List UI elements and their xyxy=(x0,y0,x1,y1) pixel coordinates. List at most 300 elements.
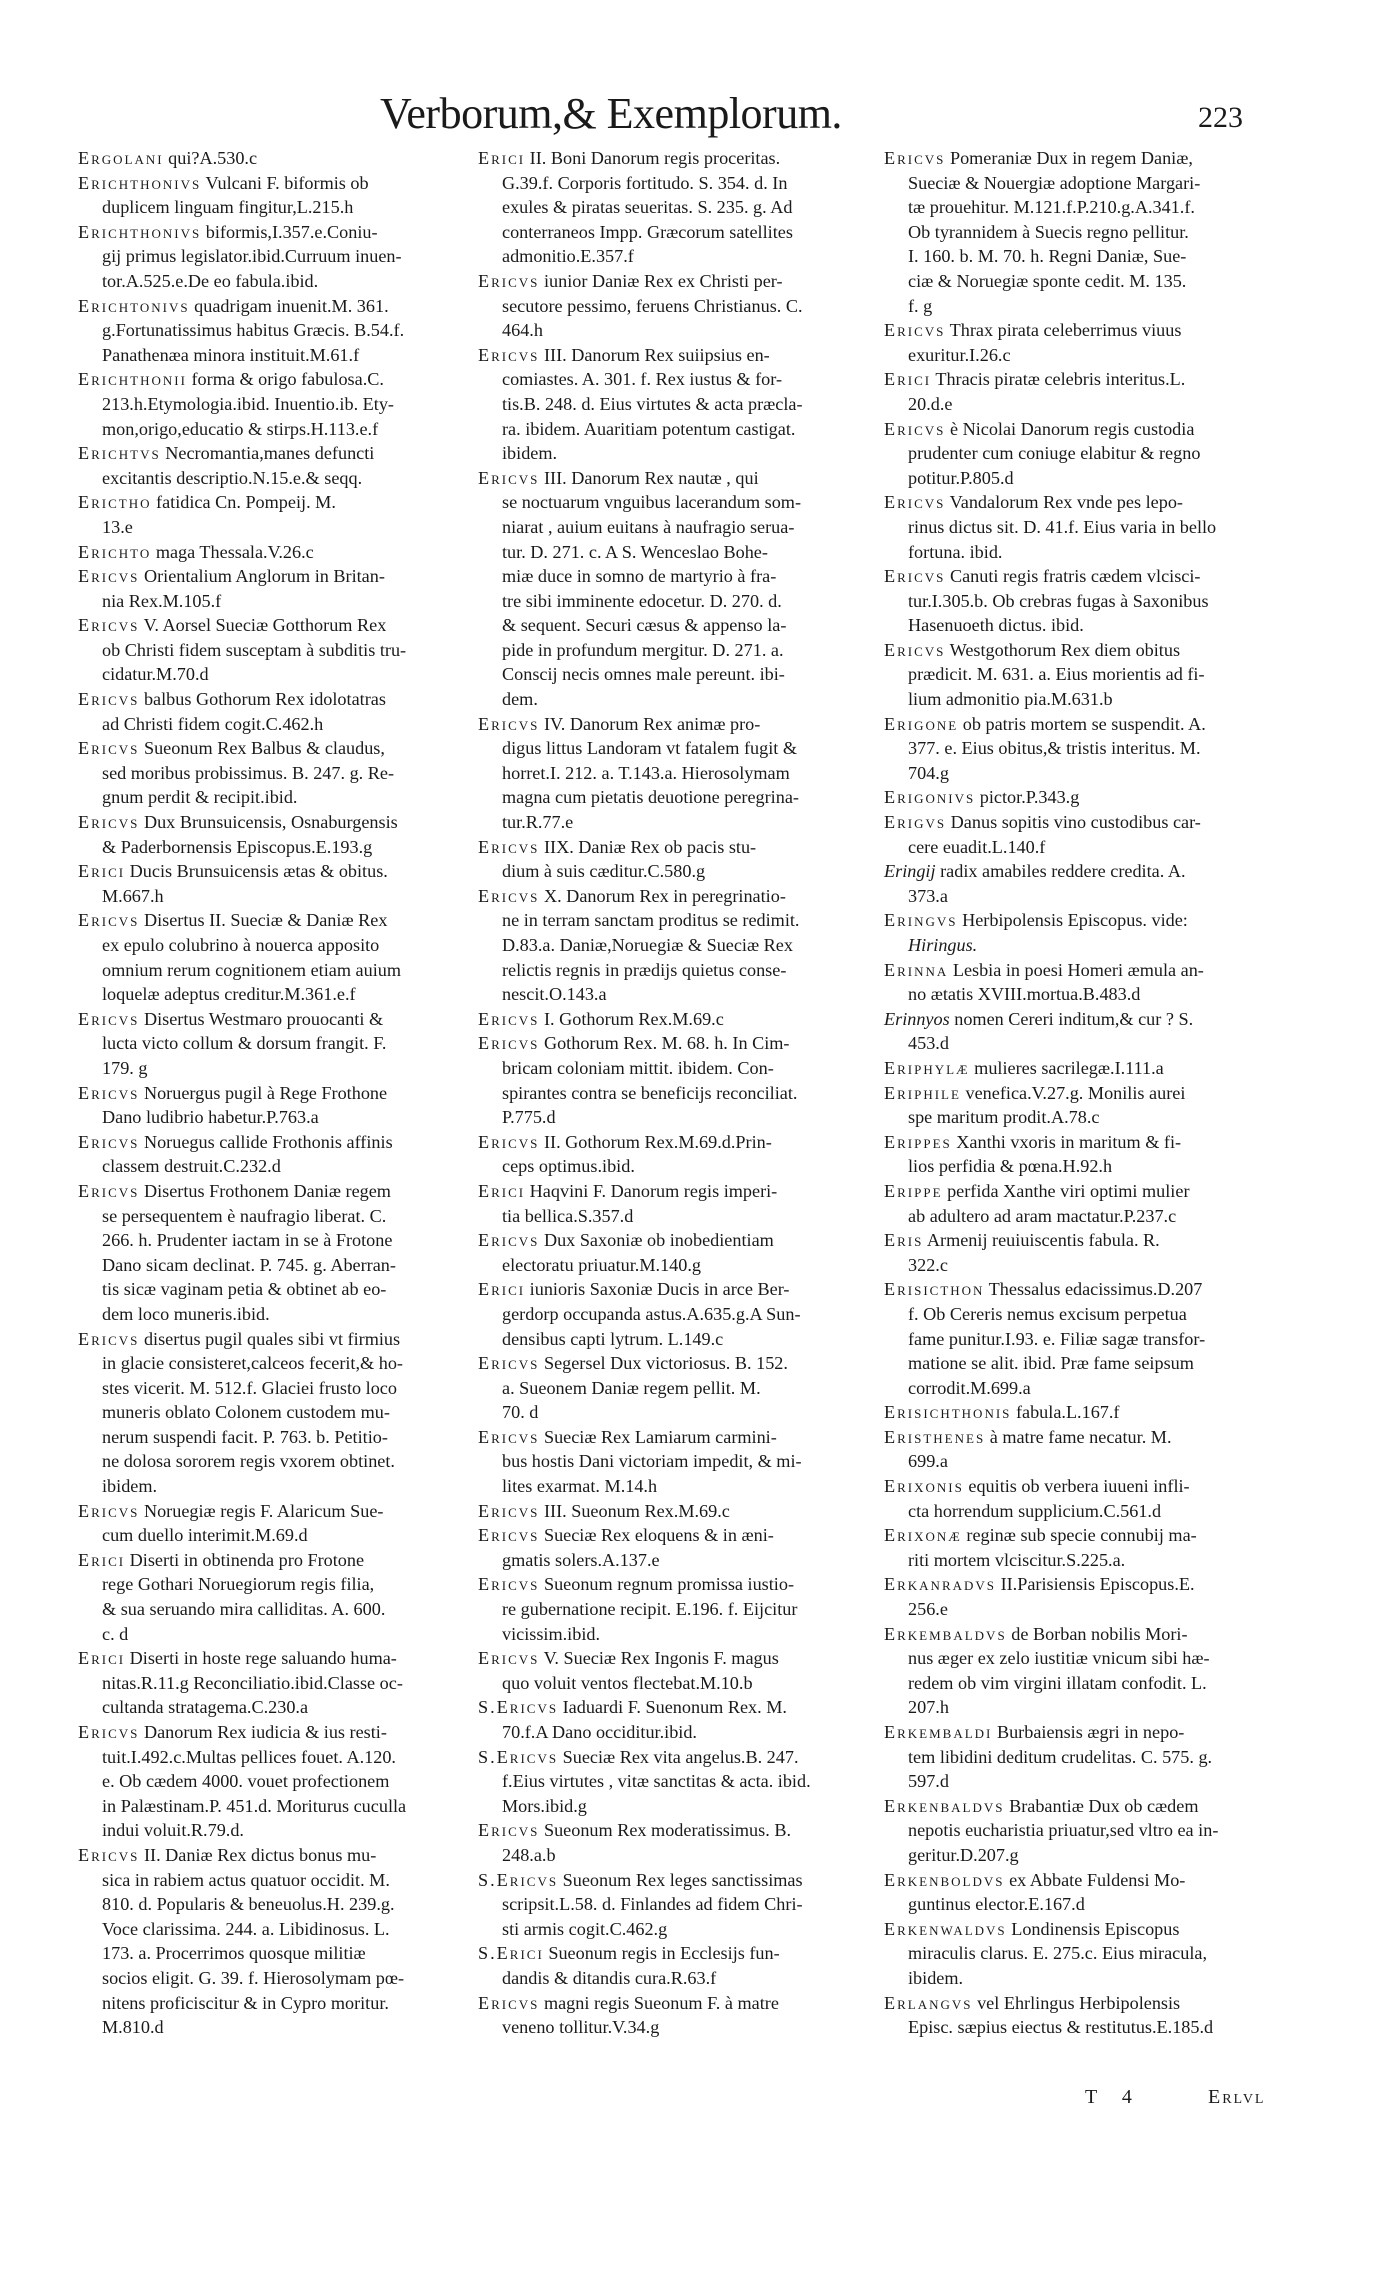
entry-first-line xyxy=(78,146,478,171)
entry-headword: Eristhenes xyxy=(884,1426,986,1447)
entry-text: biformis,I.357.e.Coniu- xyxy=(205,221,378,242)
entry-continuation-line xyxy=(884,1597,1280,1622)
entry-continuation-line xyxy=(884,982,1280,1007)
index-entry xyxy=(884,1056,1280,1081)
entry-text: sica in rabiem actus quatuor occidit. M. xyxy=(102,1869,390,1890)
entry-headword: Ericvs xyxy=(478,1008,540,1029)
entry-continuation-line xyxy=(478,1449,878,1474)
entry-text: gerdorp occupanda astus.A.635.g.A Sun- xyxy=(502,1303,801,1324)
entry-continuation-line xyxy=(884,1302,1280,1327)
entry-continuation-line xyxy=(478,1548,878,1573)
entry-text: f. Ob Cereris nemus excisum perpetua xyxy=(908,1303,1187,1324)
entry-text: Ducis Brunsuicensis ætas & obitus. xyxy=(129,861,388,882)
entry-headword: Erigone xyxy=(884,713,959,734)
entry-headword: Erlangvs xyxy=(884,1992,973,2013)
entry-first-line xyxy=(884,1523,1280,1548)
entry-headword: Ergolani xyxy=(78,148,164,168)
entry-continuation-line xyxy=(478,1105,878,1130)
entry-text: quo voluit ventos flectebat.M.10.b xyxy=(502,1672,753,1693)
entry-text: nomen Cereri inditum,& cur ? S. xyxy=(954,1008,1194,1029)
entry-continuation-line xyxy=(478,244,878,269)
entry-continuation-line xyxy=(478,540,878,565)
index-entry xyxy=(78,1179,478,1327)
entry-text: Necromantia,manes defuncti xyxy=(165,443,375,464)
entry-text: ne dolosa sororem regis vxorem obtinet. xyxy=(102,1451,395,1472)
entry-first-line xyxy=(478,1818,878,1843)
entry-headword: Ericvs xyxy=(478,1820,540,1841)
entry-headword: Erichthonivs xyxy=(78,172,202,193)
entry-text: ob Christi fidem susceptam à subditis tru- xyxy=(102,639,407,660)
entry-headword: Erici xyxy=(478,148,526,168)
entry-text: magna cum pietatis deuotione peregrina- xyxy=(502,787,799,808)
entry-continuation-line xyxy=(884,1818,1280,1843)
index-entry xyxy=(884,1400,1280,1425)
entry-headword: Erichto xyxy=(78,541,152,562)
index-entry xyxy=(884,490,1280,564)
entry-text: Dano sicam declinat. P. 745. g. Aberran- xyxy=(102,1254,396,1275)
entry-continuation-line xyxy=(478,1154,878,1179)
entry-headword: Ericvs xyxy=(78,1500,140,1521)
entry-text: à matre fame necatur. M. xyxy=(989,1426,1172,1447)
index-entry xyxy=(884,638,1280,712)
entry-continuation-line xyxy=(78,1622,478,1647)
entry-text: Londinensis Episcopus xyxy=(1011,1918,1180,1939)
entry-text: Disertus II. Sueciæ & Daniæ Rex xyxy=(143,910,388,931)
entry-text: se noctuarum vnguibus lacerandum som- xyxy=(502,492,802,513)
entry-first-line xyxy=(78,1843,478,1868)
index-entry xyxy=(478,1031,878,1129)
entry-text: cere euadit.L.140.f xyxy=(908,836,1046,857)
entry-text: gmatis solers.A.137.e xyxy=(502,1549,660,1570)
entry-continuation-line xyxy=(478,736,878,761)
entry-first-line xyxy=(478,1523,878,1548)
entry-text: digus littus Landoram vt fatalem fugit & xyxy=(502,738,797,759)
entry-headword: Ericvs xyxy=(884,492,946,513)
entry-text: Xanthi vxoris in maritum & fi- xyxy=(956,1131,1182,1152)
entry-first-line xyxy=(478,1941,878,1966)
index-entry xyxy=(78,441,478,490)
entry-continuation-line xyxy=(884,1499,1280,1524)
entry-text: socios eligit. G. 39. f. Hierosolymam pœ- xyxy=(102,1967,405,1988)
entry-text: sti armis cogit.C.462.g xyxy=(502,1918,668,1939)
entry-text: 810. d. Popularis & beneuolus.H. 239.g. xyxy=(102,1894,395,1915)
entry-continuation-line xyxy=(478,441,878,466)
entry-first-line xyxy=(478,835,878,860)
index-entry xyxy=(884,1425,1280,1474)
entry-text: Sueonum regis in Ecclesijs fun- xyxy=(548,1943,780,1964)
entry-continuation-line xyxy=(78,1400,478,1425)
entry-headword: Erici xyxy=(884,369,932,390)
entry-continuation-line xyxy=(78,318,478,343)
entry-text: classem destruit.C.232.d xyxy=(102,1156,281,1177)
entry-continuation-line xyxy=(884,1745,1280,1770)
entry-first-line xyxy=(78,1007,478,1032)
index-entry xyxy=(478,1818,878,1867)
entry-text: matione se alit. ibid. Præ fame seipsum xyxy=(908,1353,1194,1374)
index-entry xyxy=(478,1228,878,1277)
entry-first-line xyxy=(78,1327,478,1352)
entry-continuation-line xyxy=(478,417,878,442)
entry-headword: S.Ericvs xyxy=(478,1869,559,1890)
entry-text: muneris oblato Colonem custodem mu- xyxy=(102,1402,390,1423)
entry-text: Sueonum Rex Balbus & claudus, xyxy=(143,738,385,759)
entry-first-line xyxy=(884,859,1280,884)
index-entry xyxy=(884,1917,1280,1991)
entry-continuation-line xyxy=(884,1966,1280,1991)
index-entry xyxy=(884,1130,1280,1179)
entry-text: lucta victo collum & dorsum frangit. F. xyxy=(102,1033,387,1054)
index-entry xyxy=(884,1179,1280,1228)
entry-headword: Ericvs xyxy=(78,566,140,587)
entry-continuation-line xyxy=(78,1769,478,1794)
entry-continuation-line xyxy=(478,318,878,343)
index-entry xyxy=(884,1991,1280,2040)
entry-headword: Eriphylæ xyxy=(884,1057,970,1078)
entry-text: & Paderbornensis Episcopus.E.193.g xyxy=(102,836,373,857)
entry-headword: Erici xyxy=(78,1549,126,1570)
entry-text: tur.I.305.b. Ob crebras fugas à Saxonibus xyxy=(908,590,1209,611)
index-entry xyxy=(78,490,478,539)
entry-continuation-line xyxy=(78,1794,478,1819)
entry-first-line xyxy=(884,490,1280,515)
entry-continuation-line xyxy=(478,1400,878,1425)
entry-text: c. d xyxy=(102,1623,129,1644)
index-entry xyxy=(884,908,1280,957)
catchword: Erlvl xyxy=(1208,2086,1266,2108)
entry-text: Brabantiæ Dux ob cædem xyxy=(1009,1795,1199,1816)
entry-continuation-line xyxy=(884,1843,1280,1868)
entry-first-line xyxy=(78,220,478,245)
entry-text: tis.B. 248. d. Eius virtutes & acta præcla- xyxy=(502,393,803,414)
entry-headword: Erisicthon xyxy=(884,1279,985,1300)
entry-text: Canuti regis fratris cædem vlcisci- xyxy=(949,566,1201,587)
entry-first-line xyxy=(78,490,478,515)
entry-text: 453.d xyxy=(908,1033,949,1054)
entry-text: g.Fortunatissimus habitus Græcis. B.54.f. xyxy=(102,320,405,341)
entry-headword: Erigvs xyxy=(884,812,947,833)
entry-first-line xyxy=(78,1179,478,1204)
entry-headword-italic: Erinnyos xyxy=(884,1008,950,1029)
entry-continuation-line xyxy=(78,1277,478,1302)
entry-continuation-line xyxy=(884,736,1280,761)
entry-cross-reference: Hiringus. xyxy=(908,935,978,955)
entry-text: quadrigam inuenit.M. 361. xyxy=(194,295,389,316)
entry-text: P.775.d xyxy=(502,1107,556,1128)
entry-text: G.39.f. Corporis fortitudo. S. 354. d. In xyxy=(502,172,788,193)
entry-text: loquelæ adeptus creditur.M.361.e.f xyxy=(102,984,356,1005)
entry-first-line xyxy=(884,1720,1280,1745)
entry-headword: Erichtvs xyxy=(78,443,161,464)
entry-text: rege Gothari Noruegiorum regis filia, xyxy=(102,1574,375,1595)
index-entry xyxy=(78,687,478,736)
entry-text: exules & piratas seueritas. S. 235. g. Ad xyxy=(502,197,793,218)
entry-first-line xyxy=(78,613,478,638)
entry-text: iunioris Saxoniæ Ducis in arce Ber- xyxy=(529,1279,790,1300)
entry-first-line xyxy=(884,564,1280,589)
entry-headword: Erictho xyxy=(78,492,152,513)
entry-continuation-line xyxy=(884,884,1280,909)
entry-text: ab adultero ad aram mactatur.P.237.c xyxy=(908,1205,1177,1226)
index-entry xyxy=(884,1622,1280,1720)
entry-first-line xyxy=(478,1745,878,1770)
entry-continuation-line xyxy=(478,1253,878,1278)
entry-continuation-line xyxy=(478,958,878,983)
index-entry xyxy=(478,1572,878,1646)
entry-first-line xyxy=(884,1228,1280,1253)
entry-text: nus æger ex zelo iustitiæ vnicum sibi hæ- xyxy=(908,1648,1210,1669)
entry-text: exuritur.I.26.c xyxy=(908,344,1011,365)
entry-text: Noruergus pugil à Rege Frothone xyxy=(143,1082,388,1103)
entry-text: electoratu priuatur.M.140.g xyxy=(502,1254,701,1275)
entry-text: I. 160. b. M. 70. h. Regni Daniæ, Sue- xyxy=(908,246,1187,267)
entry-text: V. Sueciæ Rex Ingonis F. magus xyxy=(543,1648,779,1669)
index-entry xyxy=(78,810,478,859)
entry-text: duplicem linguam fingitur,L.215.h xyxy=(102,197,354,218)
index-entry xyxy=(78,220,478,294)
entry-continuation-line xyxy=(478,195,878,220)
entry-text: no ætatis XVIII.mortua.B.483.d xyxy=(908,984,1141,1005)
entry-continuation-line xyxy=(78,933,478,958)
entry-continuation-line xyxy=(78,1154,478,1179)
entry-continuation-line xyxy=(478,564,878,589)
entry-first-line xyxy=(478,343,878,368)
entry-text: magni regis Sueonum F. à matre xyxy=(543,1992,779,2013)
entry-text: Sueonum regnum promissa iustio- xyxy=(543,1574,795,1595)
entry-first-line xyxy=(78,1548,478,1573)
index-entry xyxy=(884,1474,1280,1523)
entry-headword: Erichthonii xyxy=(78,369,187,390)
entry-first-line xyxy=(884,1794,1280,1819)
index-entry xyxy=(78,1646,478,1720)
entry-text: ob patris mortem se suspendit. A. xyxy=(962,713,1206,734)
entry-text: cta horrendum supplicium.C.561.d xyxy=(908,1500,1162,1521)
entry-first-line xyxy=(478,884,878,909)
page-number: 223 xyxy=(1198,101,1243,134)
entry-continuation-line xyxy=(78,417,478,442)
index-entry xyxy=(78,564,478,613)
entry-text: Orientalium Anglorum in Britan- xyxy=(143,566,385,587)
index-entry xyxy=(884,712,1280,786)
entry-text: dandis & ditandis cura.R.63.f xyxy=(502,1967,717,1988)
entry-text: ceps optimus.ibid. xyxy=(502,1156,635,1177)
entry-continuation-line xyxy=(478,1081,878,1106)
index-entry xyxy=(884,785,1280,810)
entry-continuation-line xyxy=(478,1769,878,1794)
entry-continuation-line xyxy=(884,269,1280,294)
entry-continuation-line xyxy=(78,1031,478,1056)
entry-headword: S.Ericvs xyxy=(478,1697,559,1718)
entry-text: vicissim.ibid. xyxy=(502,1623,601,1644)
entry-continuation-line xyxy=(478,1720,878,1745)
index-entry xyxy=(78,540,478,565)
entry-continuation-line xyxy=(78,1425,478,1450)
index-entry xyxy=(78,367,478,441)
entry-text: I. Gothorum Rex.M.69.c xyxy=(543,1008,724,1029)
entry-headword: Ericvs xyxy=(78,910,140,931)
entry-first-line xyxy=(78,367,478,392)
entry-headword: Ericvs xyxy=(78,1722,140,1742)
entry-text: 377. e. Eius obitus,& tristis interitus. M. xyxy=(908,738,1201,759)
index-column-left xyxy=(78,146,478,2040)
entry-text: 464.h xyxy=(502,320,543,341)
entry-first-line xyxy=(884,1400,1280,1425)
entry-text: ciæ & Noruegiæ sponte cedit. M. 135. xyxy=(908,270,1187,291)
page-title: Verborum,& Exemplorum. xyxy=(380,89,842,138)
entry-text: perfida Xanthe viri optimi mulier xyxy=(947,1180,1190,1201)
entry-text: secutore pessimo, feruens Christianus. C. xyxy=(502,295,803,316)
entry-text: gij primus legislator.ibid.Curruum inuen- xyxy=(102,246,402,267)
entry-headword: Ericvs xyxy=(478,713,540,734)
index-column-right xyxy=(884,146,1280,2040)
entry-continuation-line xyxy=(478,1597,878,1622)
entry-continuation-line xyxy=(478,687,878,712)
entry-text: tuit.I.492.c.Multas pellices fouet. A.120. xyxy=(102,1746,396,1767)
entry-text: Armenij reuiuiscentis fabula. R. xyxy=(926,1230,1160,1251)
entry-text: nerum suspendi facit. P. 763. b. Petitio- xyxy=(102,1426,388,1447)
entry-text: bricam coloniam mittit. ibidem. Con- xyxy=(502,1057,774,1078)
entry-continuation-line xyxy=(78,1941,478,1966)
entry-continuation-line xyxy=(478,662,878,687)
entry-first-line xyxy=(884,785,1280,810)
entry-continuation-line xyxy=(78,392,478,417)
entry-text: nitas.R.11.g Reconciliatio.ibid.Classe oc- xyxy=(102,1672,403,1693)
entry-continuation-line xyxy=(478,2015,878,2040)
entry-first-line xyxy=(478,1572,878,1597)
index-entry xyxy=(78,146,478,171)
entry-continuation-line xyxy=(78,1818,478,1843)
index-entry xyxy=(478,1646,878,1695)
entry-text: 699.a xyxy=(908,1451,948,1472)
entry-text: tia bellica.S.357.d xyxy=(502,1205,634,1226)
entry-headword: Erkanradvs xyxy=(884,1574,997,1595)
entry-text: Gothorum Rex. M. 68. h. In Cim- xyxy=(543,1033,790,1054)
entry-text: Vandalorum Rex vnde pes lepo- xyxy=(949,492,1183,513)
entry-text: 179. g xyxy=(102,1057,148,1078)
entry-text: indui voluit.R.79.d. xyxy=(102,1820,244,1841)
entry-text: Noruegiæ regis F. Alaricum Sue- xyxy=(143,1500,384,1521)
entry-text: balbus Gothorum Rex idolotatras xyxy=(143,689,386,710)
entry-text: Dano ludibrio habetur.P.763.a xyxy=(102,1107,319,1128)
index-entry xyxy=(478,1425,878,1499)
entry-text: prædicit. M. 631. a. Eius morientis ad fi- xyxy=(908,664,1205,685)
index-entry xyxy=(478,1179,878,1228)
entry-continuation-line xyxy=(78,589,478,614)
entry-text: excitantis descriptio.N.15.e.& seqq. xyxy=(102,467,363,488)
entry-text: densibus capti lytrum. L.149.c xyxy=(502,1328,724,1349)
index-entry xyxy=(884,1228,1280,1277)
entry-text: Westgothorum Rex diem obitus xyxy=(949,639,1181,660)
entry-first-line xyxy=(884,908,1280,933)
entry-continuation-line xyxy=(78,1671,478,1696)
entry-continuation-line xyxy=(78,1351,478,1376)
entry-headword: S.Erici xyxy=(478,1943,544,1964)
index-entry xyxy=(78,1499,478,1548)
entry-continuation-line xyxy=(478,1474,878,1499)
index-entry xyxy=(884,1523,1280,1572)
entry-headword: Erippe xyxy=(884,1180,943,1201)
entry-continuation-line xyxy=(78,982,478,1007)
entry-continuation-line xyxy=(78,1302,478,1327)
entry-text: se persequentem è naufragio liberat. C. xyxy=(102,1205,387,1226)
entry-continuation-line xyxy=(884,1351,1280,1376)
entry-headword: Ericvs xyxy=(478,1648,540,1669)
entry-text: Lesbia in poesi Homeri æmula an- xyxy=(952,959,1204,980)
entry-continuation-line xyxy=(478,1892,878,1917)
entry-text: 266. h. Prudenter iactam in se à Frotone xyxy=(102,1230,393,1251)
entry-continuation-line xyxy=(884,1769,1280,1794)
index-entry xyxy=(478,1745,878,1819)
entry-first-line xyxy=(884,958,1280,983)
entry-continuation-line xyxy=(884,244,1280,269)
entry-continuation-line xyxy=(78,1917,478,1942)
entry-text: 322.c xyxy=(908,1254,948,1275)
entry-first-line xyxy=(78,736,478,761)
entry-continuation-line xyxy=(478,933,878,958)
entry-headword: Ericvs xyxy=(78,812,140,833)
entry-first-line xyxy=(478,146,878,171)
entry-headword: Ericvs xyxy=(78,1180,140,1201)
entry-continuation-line xyxy=(478,785,878,810)
entry-text: IV. Danorum Rex animæ pro- xyxy=(543,713,761,734)
entry-continuation-line xyxy=(478,1794,878,1819)
entry-text: iunior Daniæ Rex ex Christi per- xyxy=(543,270,783,291)
running-head xyxy=(0,84,1399,144)
entry-first-line xyxy=(478,1499,878,1524)
index-entry xyxy=(884,859,1280,908)
index-entry xyxy=(884,318,1280,367)
entry-headword: Ericvs xyxy=(78,1008,140,1029)
entry-text: Conscij necis omnes male pereunt. ibi- xyxy=(502,664,785,685)
entry-text: tor.A.525.e.De eo fabula.ibid. xyxy=(102,270,319,291)
index-entry xyxy=(884,1868,1280,1917)
entry-headword: Ericvs xyxy=(884,566,946,587)
entry-first-line xyxy=(884,1917,1280,1942)
entry-text: ra. ibidem. Auaritiam potentum castigat. xyxy=(502,418,796,439)
entry-text: Sueciæ Rex vita angelus.B. 247. xyxy=(562,1746,799,1767)
entry-first-line xyxy=(884,1868,1280,1893)
page-footer xyxy=(0,2086,1399,2116)
entry-continuation-line xyxy=(884,294,1280,319)
entry-continuation-line xyxy=(884,1031,1280,1056)
entry-text: ne in terram sanctam proditus se redimit. xyxy=(502,910,800,931)
entry-headword: Ericvs xyxy=(478,1230,540,1251)
entry-continuation-line xyxy=(478,1302,878,1327)
entry-first-line xyxy=(78,687,478,712)
entry-text: pictor.P.343.g xyxy=(979,787,1080,808)
entry-text: a. Sueonem Daniæ regem pellit. M. xyxy=(502,1377,761,1398)
entry-first-line xyxy=(78,859,478,884)
entry-continuation-line xyxy=(884,466,1280,491)
entry-text: e. Ob cædem 4000. vouet profectionem xyxy=(102,1771,390,1792)
entry-text: Noruegus callide Frothonis affinis xyxy=(143,1131,393,1152)
entry-first-line xyxy=(78,171,478,196)
entry-text: admonitio.E.357.f xyxy=(502,246,634,267)
entry-headword: Ericvs xyxy=(78,615,140,636)
index-entry xyxy=(884,564,1280,638)
entry-text: II. Daniæ Rex dictus bonus mu- xyxy=(143,1844,377,1865)
index-entry xyxy=(884,1794,1280,1868)
entry-continuation-line xyxy=(884,515,1280,540)
entry-text: riti mortem vlciscitur.S.225.a. xyxy=(908,1549,1126,1570)
entry-text: IIX. Daniæ Rex ob pacis stu- xyxy=(543,836,757,857)
entry-continuation-line xyxy=(78,515,478,540)
index-entry xyxy=(78,171,478,220)
entry-continuation-line xyxy=(478,392,878,417)
entry-continuation-line xyxy=(78,1572,478,1597)
index-entry xyxy=(78,1327,478,1499)
index-entry xyxy=(78,1720,478,1843)
entry-text: 373.a xyxy=(908,885,948,906)
